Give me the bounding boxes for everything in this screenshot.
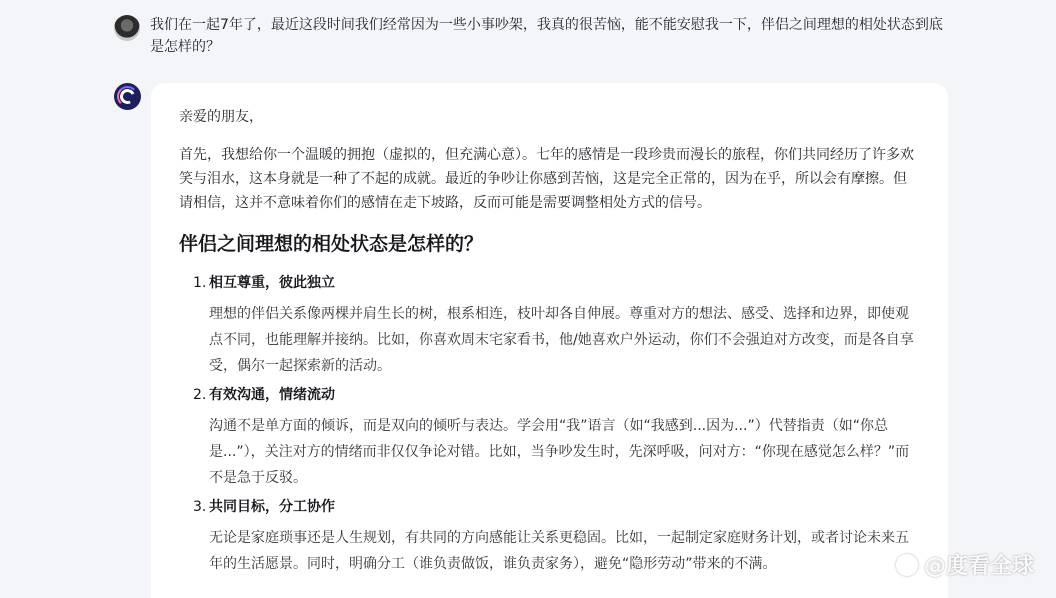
list-item-body: 沟通不是单方面的倾诉，而是双向的倾听与表达。学会用“我”语言（如“我感到...因为...”）代替指责（如“你总是...”），关注对方的情绪而非仅仅争论对错。比如，当争吵发生时，先深呼吸，问对方：“你现在感觉怎么样？”而不是急于反驳。 [209,418,910,486]
user-message-row [114,14,950,58]
ordered-list [179,271,920,577]
list-item-number: 2. [193,387,207,403]
list-item-title-text: 相互尊重，彼此独立 [209,275,335,291]
list-item [193,271,920,379]
list-item-title-text: 共同目标，分工协作 [209,499,335,515]
list-item [193,495,920,577]
list-item-body: 无论是家庭琐事还是人生规划，有共同的方向感能让关系更稳固。比如，一起制定家庭财务计划，或者讨论未来五年的生活愿景。同时，明确分工（谁负责做饭，谁负责家务），避免“隐形劳动”带来的不满。 [209,530,909,572]
assistant-avatar [114,83,141,110]
watermark-logo-icon [896,554,918,576]
list-item-title-text: 有效沟通，情绪流动 [209,387,335,403]
greeting-text: 亲爱的朋友， [179,109,263,125]
list-item-title [193,271,920,295]
watermark-text: @度看全球 [923,554,1034,579]
user-avatar[interactable] [114,15,140,41]
list-item-title [193,495,920,519]
list-item-title [193,383,920,407]
list-item-body: 理想的伴侣关系像两棵并肩生长的树，根系相连，枝叶却各自伸展。尊重对方的想法、感受、选择和边界，即使观点不同，也能理解并接纳。比如，你喜欢周末宅家看书，他/她喜欢户外运动，你们不会强迫对方改变，而是各自享受，偶尔一起探索新的活动。 [209,306,914,374]
user-message-text: 我们在一起7年了，最近这段时间我们经常因为一些小事吵架，我真的很苦恼，能不能安慰我一下，伴侣之间理想的相处状态到底是怎样的？ [150,17,943,55]
list-item [193,383,920,491]
list-item-number: 1. [193,275,207,291]
assistant-message-bubble [151,83,948,598]
watermark [896,549,1034,580]
list-item-number: 3. [193,499,207,515]
intro-paragraph: 首先，我想给你一个温暖的拥抱（虚拟的，但充满心意）。七年的感情是一段珍贵而漫长的旅程，你们共同经历了许多欢笑与泪水，这本身就是一种了不起的成就。最近的争吵让你感到苦恼，这是完全正常的，因为在乎，所以会有摩擦。但请相信，这并不意味着你们的感情在走下坡路，反而可能是需要调整相处方式的信号。 [179,147,914,211]
section-heading: 伴侣之间理想的相处状态是怎样的？ [179,233,484,255]
